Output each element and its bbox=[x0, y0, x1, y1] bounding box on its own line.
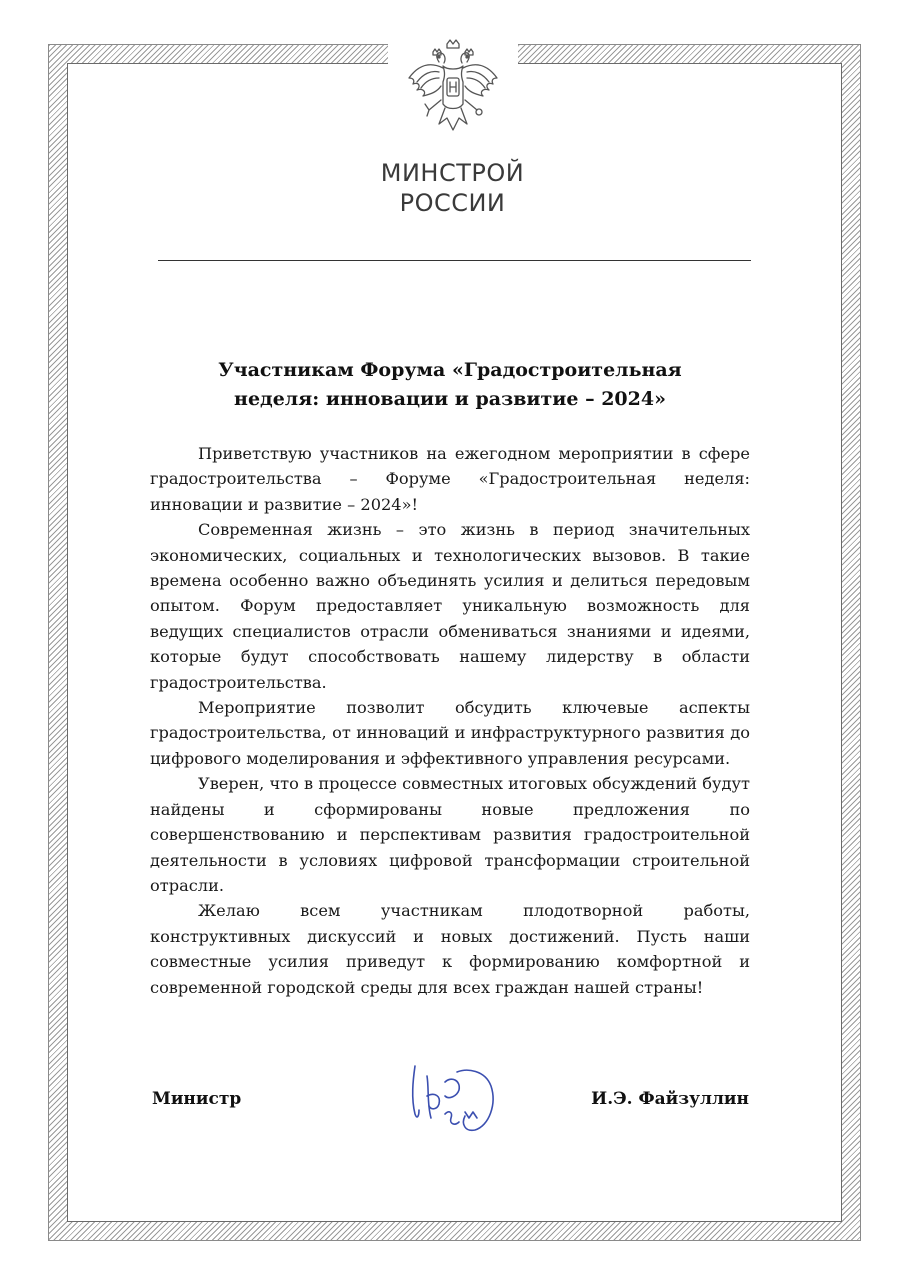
signatory-position: Министр bbox=[152, 1089, 242, 1109]
ministry-name bbox=[300, 158, 605, 218]
handwritten-signature bbox=[405, 1060, 520, 1140]
body-paragraph: Уверен, что в процессе совместных итоговых обсуждений будут найдены и сформированы новые предложения по совершенствованию и перспективам развития градостроительной деятельности в условиях цифровой трансформации строительной отрасли. bbox=[150, 774, 750, 895]
signatory-name: И.Э. Файзуллин bbox=[591, 1089, 749, 1109]
ministry-name-line2: РОССИИ bbox=[399, 189, 506, 217]
letterhead-divider bbox=[158, 260, 751, 261]
letter-title-line2: неделя: инновации и развитие – 2024» bbox=[234, 388, 666, 410]
body-paragraph: Современная жизнь – это жизнь в период значительных экономических, социальных и технологических вызовов. В такие времена особенно важно объединять усилия и делиться передовым опытом. Форум предоставляет уникальную возможность для ведущих специалистов отрасли обмениваться знаниями и идеями, которые будут способствовать нашему лидерству в области градостроительства. bbox=[150, 520, 750, 692]
letter-title-line1: Участникам Форума «Градостроительная bbox=[218, 359, 682, 381]
ministry-name-line1: МИНСТРОЙ bbox=[380, 159, 525, 187]
body-paragraph: Желаю всем участникам плодотворной работы, конструктивных дискуссий и новых достижений. Пусть наши совместные усилия приведут к формированию комфортной и современной городской среды для всех граждан нашей страны! bbox=[150, 901, 750, 997]
body-paragraph: Приветствую участников на ежегодном мероприятии в сфере градостроительства – Форуме «Градостроительная неделя: инновации и развитие – 2024»! bbox=[150, 444, 750, 514]
body-paragraph: Мероприятие позволит обсудить ключевые аспекты градостроительства, от инноваций и инфраструктурного развития до цифрового моделирования и эффективного управления ресурсами. bbox=[150, 698, 750, 768]
letter-title bbox=[150, 356, 750, 414]
double-headed-eagle-emblem-icon bbox=[403, 38, 503, 138]
letter-body bbox=[150, 441, 750, 1000]
